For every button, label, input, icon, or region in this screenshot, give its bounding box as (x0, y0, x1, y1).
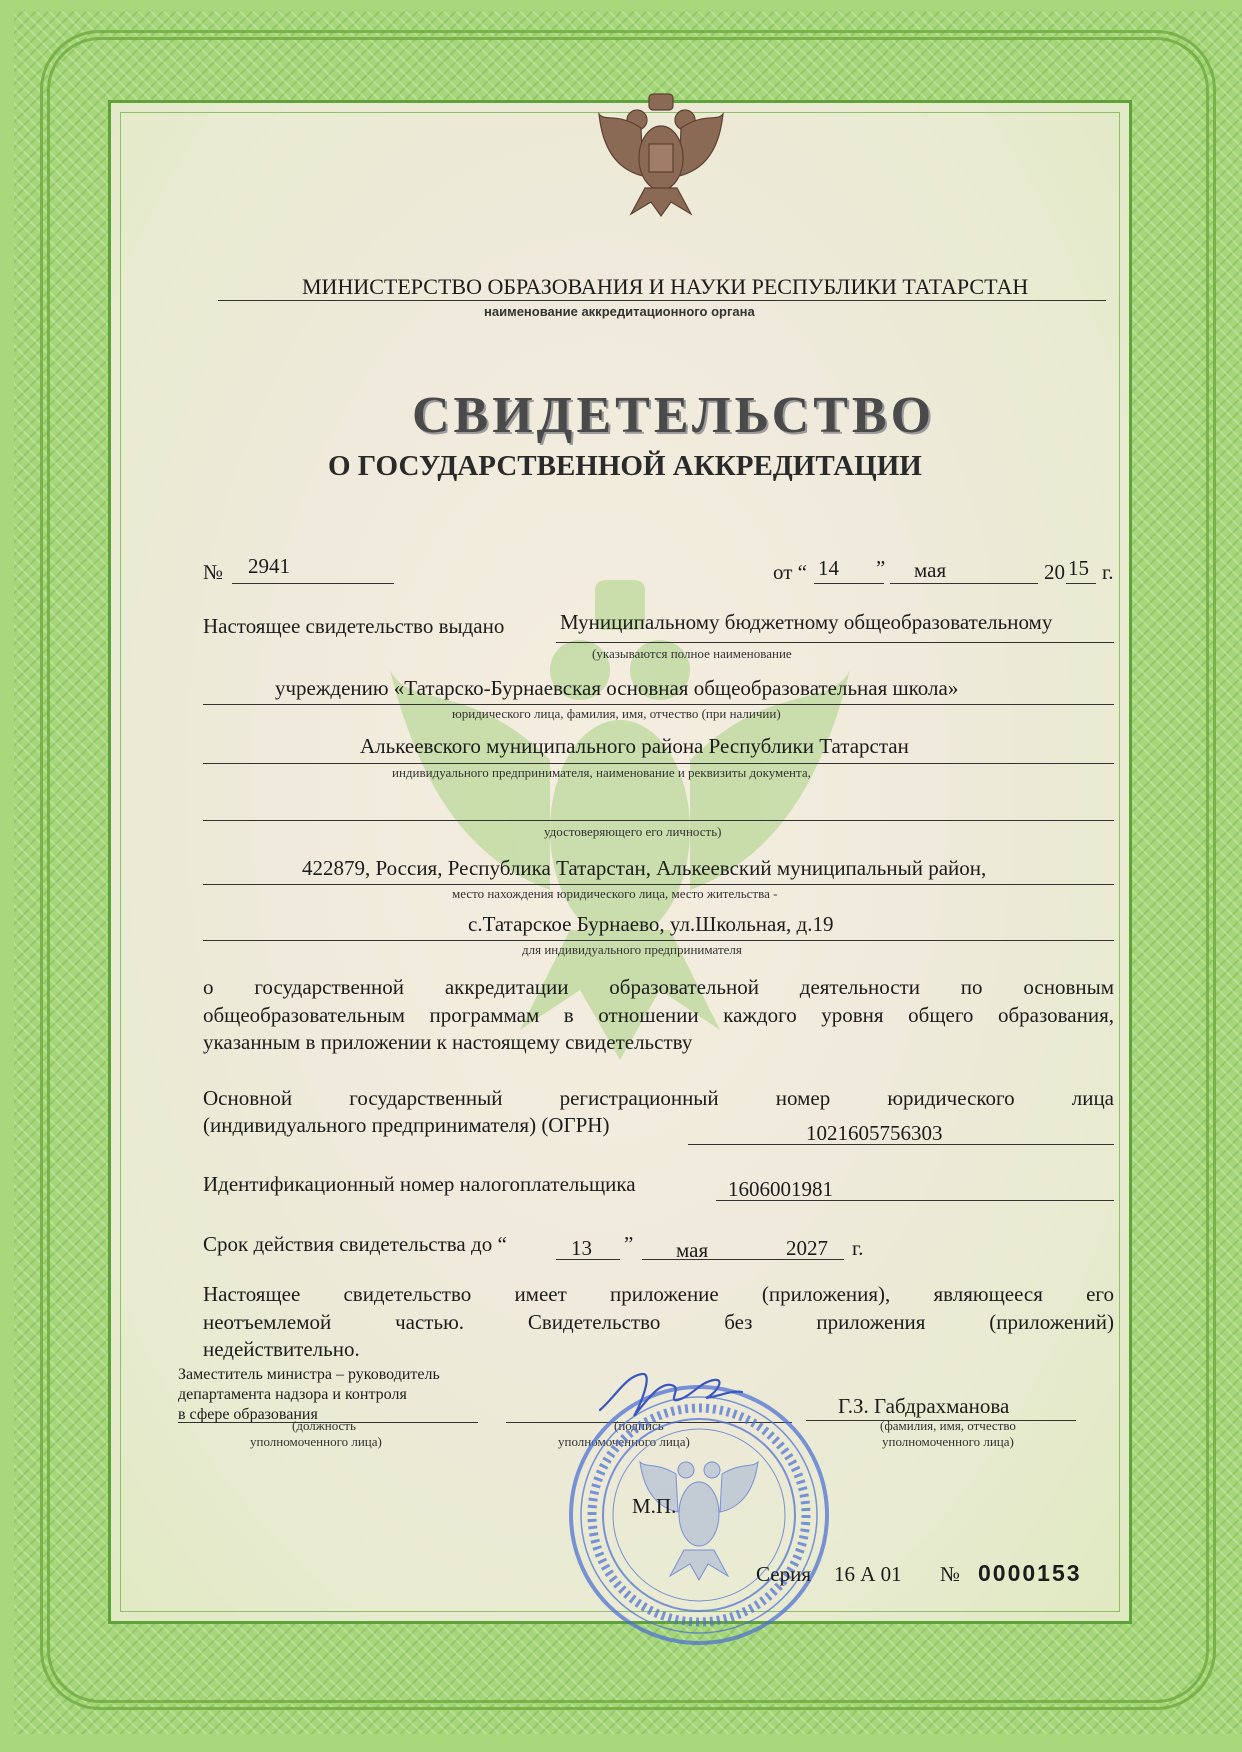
valid-year-underline (782, 1259, 844, 1260)
valid-day-underline (556, 1259, 620, 1260)
serial-value: 0000153 (978, 1560, 1082, 1586)
caption-3: индивидуального предпринимателя, наименование и реквизиты документа, (392, 765, 811, 780)
date-month: мая (914, 558, 947, 582)
caption-position-b: уполномоченного лица) (250, 1434, 382, 1449)
appendix-line-1: Настоящее свидетельство имеет приложение (приложения), являющееся его (203, 1282, 1114, 1306)
org-line-1: Муниципальному бюджетному общеобразовательному (560, 610, 1053, 634)
accreditation-line-3: указанным в приложении к настоящему свидетельству (203, 1030, 693, 1054)
inn-underline (716, 1200, 1114, 1201)
appendix-line-2: неотъемлемой частью. Свидетельство без приложения (приложений) (203, 1310, 1114, 1334)
handwritten-signature-icon (596, 1366, 746, 1426)
address-line-2: с.Татарское Бурнаево, ул.Школьная, д.19 (468, 912, 834, 936)
ministry-name: МИНИСТЕРСТВО ОБРАЗОВАНИЯ И НАУКИ РЕСПУБЛИКИ ТАТАРСТАН (302, 274, 1029, 299)
caption-5: место нахождения юридического лица, место жительства - (452, 886, 778, 901)
date-year-underline (1066, 583, 1096, 584)
caption-signature-b: уполномоченного лица) (558, 1434, 690, 1449)
ministry-caption: наименование аккредитационного органа (484, 304, 755, 319)
org-line-3-underline (203, 763, 1114, 764)
date-day-underline (814, 583, 884, 584)
address-line-1: 422879, Россия, Республика Татарстан, Алькеевский муниципальный район, (302, 856, 987, 880)
caption-1: (указываются полное наименование (592, 646, 792, 661)
valid-month-underline (642, 1259, 782, 1260)
valid-quote-close: ” (624, 1232, 634, 1256)
date-year-unit: г. (1102, 560, 1114, 584)
caption-name-a: (фамилия, имя, отчество (880, 1418, 1016, 1433)
certificate-subtitle: О ГОСУДАРСТВЕННОЙ АККРЕДИТАЦИИ (328, 450, 922, 482)
ogrn-underline (688, 1144, 1114, 1145)
caption-4: удостоверяющего его личность) (544, 824, 722, 839)
signer-position-1: Заместитель министра – руководитель (178, 1366, 440, 1383)
org-line-1-underline (556, 642, 1114, 643)
signer-position-3: в сфере образования (178, 1406, 318, 1423)
number-value: 2941 (248, 554, 290, 578)
certificate-title: СВИДЕТЕЛЬСТВО (412, 387, 936, 444)
org-line-2: учреждению «Татарско-Бурнаевская основная общеобразовательная школа» (275, 676, 959, 700)
valid-year: 2027 (786, 1236, 828, 1260)
date-month-underline (890, 583, 1038, 584)
appendix-line-3: недействительно. (203, 1337, 360, 1361)
issued-label: Настоящее свидетельство выдано (203, 614, 505, 638)
ogrn-value: 1021605756303 (806, 1121, 943, 1145)
org-line-2-underline (203, 704, 1114, 705)
caption-position-a: (должность (292, 1418, 356, 1433)
caption-signature-a: (подпись (614, 1418, 664, 1433)
date-year-suffix: 15 (1068, 556, 1089, 580)
number-underline (232, 583, 394, 584)
ogrn-line-2: (индивидуального предпринимателя) (ОГРН) (203, 1113, 610, 1137)
valid-unit: г. (852, 1236, 864, 1260)
valid-label: Срок действия свидетельства до “ (203, 1232, 507, 1256)
double-headed-eagle-icon (597, 92, 725, 218)
caption-name-b: уполномоченного лица) (882, 1434, 1014, 1449)
accreditation-line-2: общеобразовательным программам в отношении каждого уровня общего образования, (203, 1003, 1114, 1027)
inn-label: Идентификационный номер налогоплательщика (203, 1172, 636, 1196)
date-quote-close: ” (876, 556, 886, 580)
ministry-underline (218, 300, 1106, 301)
date-day: 14 (818, 556, 839, 580)
series-label: Серия (756, 1562, 811, 1586)
date-from-label: от “ (773, 560, 807, 584)
number-label: № (203, 560, 224, 584)
accreditation-line-1: о государственной аккредитации образовательной деятельности по основным (203, 975, 1114, 999)
signer-name: Г.З. Габдрахманова (838, 1394, 1010, 1418)
address-line-1-underline (203, 884, 1114, 885)
org-line-3: Алькеевского муниципального района Республики Татарстан (360, 734, 909, 758)
ogrn-line-1: Основной государственный регистрационный номер юридического лица (203, 1086, 1114, 1110)
valid-month: мая (676, 1238, 709, 1262)
valid-day: 13 (571, 1236, 592, 1260)
inn-value: 1606001981 (728, 1177, 833, 1201)
blank-line-underline (203, 820, 1114, 821)
address-line-2-underline (203, 940, 1114, 941)
seal-place: М.П. (632, 1494, 677, 1518)
series-value: 16 А 01 (834, 1562, 902, 1586)
caption-6: для индивидуального предпринимателя (522, 942, 742, 957)
caption-2: юридического лица, фамилия, имя, отчество (при наличии) (452, 706, 781, 721)
serial-label: № (940, 1562, 961, 1586)
date-year-prefix: 20 (1044, 560, 1065, 584)
signer-position-2: департамента надзора и контроля (178, 1386, 407, 1403)
